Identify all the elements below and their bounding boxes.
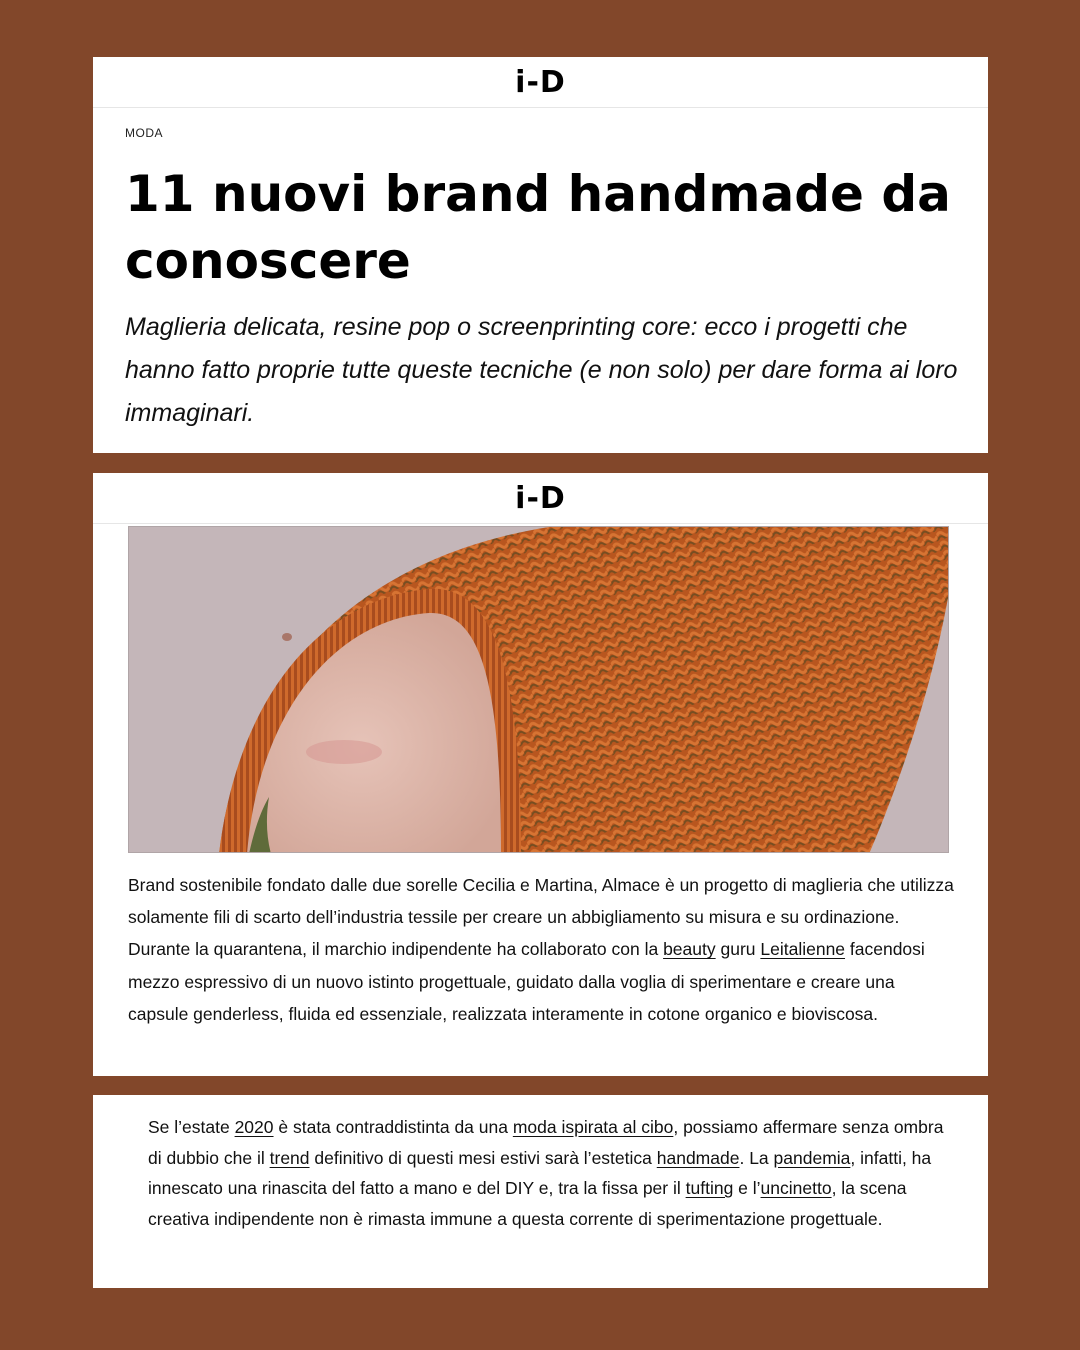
article-title: 11 nuovi brand handmade da conoscere: [125, 165, 951, 290]
article-paragraph: [128, 869, 958, 1030]
paragraph-text: definitivo di questi mesi estivi sarà l’estetica: [309, 1147, 657, 1168]
link-beauty[interactable]: beauty: [663, 939, 716, 960]
paragraph-text: Se l’estate: [148, 1117, 235, 1137]
paragraph-text: , la scena creativa indipendente non è rimasta immune a questa corrente di sperimentazione progettuale.: [148, 1178, 907, 1229]
paragraph-text: guru: [715, 939, 761, 960]
link-pandemia[interactable]: pandemia: [773, 1147, 851, 1168]
article-paragraph: [148, 1112, 948, 1234]
paragraph-text: , infatti, ha innescato una rinascita del fatto a mano e del DIY e, tra la fissa per il: [148, 1147, 932, 1198]
paragraph-text: Brand sostenibile fondato dalle due sorelle Cecilia e Martina, Almace è un progetto di maglieria che utilizza solamente fili di scarto dell’industria tessile per creare un abbigliamento su misura e su ordinazione. Durante la quarantena, il marchio indipendente ha collaborato con la: [128, 875, 954, 960]
paragraph-text: . La: [739, 1147, 774, 1168]
id-logo[interactable]: i-D: [515, 64, 566, 100]
id-logo[interactable]: i-D: [515, 480, 566, 516]
link-trend[interactable]: trend: [269, 1147, 310, 1168]
link-uncinetto[interactable]: uncinetto: [760, 1178, 832, 1198]
knitted-balaclava-illustration: [129, 527, 949, 853]
knitted-balaclava-photo: [128, 526, 949, 853]
paragraph-text: , possiamo affermare senza ombra di dubbio che il: [148, 1117, 944, 1168]
paragraph-text: e l’: [733, 1178, 761, 1198]
article-image-card: [93, 473, 988, 1076]
link-2020[interactable]: 2020: [234, 1117, 274, 1137]
article-header-card: [93, 57, 988, 453]
link-moda-ispirata-al-cibo[interactable]: moda ispirata al cibo: [512, 1117, 674, 1137]
link-tufting[interactable]: tufting: [685, 1178, 734, 1198]
site-header: [93, 473, 988, 524]
site-header: [93, 57, 988, 108]
paragraph-text: facendosi mezzo espressivo di un nuovo istinto progettuale, guidato dalla voglia di sperimentare e creare una capsule genderless, fluida ed essenziale, realizzata interamente in cotone organico e bioviscosa.: [128, 939, 925, 1024]
paragraph-text: è stata contraddistinta da una: [273, 1117, 513, 1137]
link-handmade[interactable]: handmade: [656, 1147, 740, 1168]
link-leitalienne[interactable]: Leitalienne: [760, 939, 846, 960]
article-subtitle: Maglieria delicata, resine pop o screenprinting core: ecco i progetti che hanno fatto proprie tutte queste tecniche (e non solo) per dare forma ai loro immaginari.: [125, 313, 958, 427]
article-text-card: [93, 1095, 988, 1288]
category-label[interactable]: MODA: [125, 126, 163, 140]
